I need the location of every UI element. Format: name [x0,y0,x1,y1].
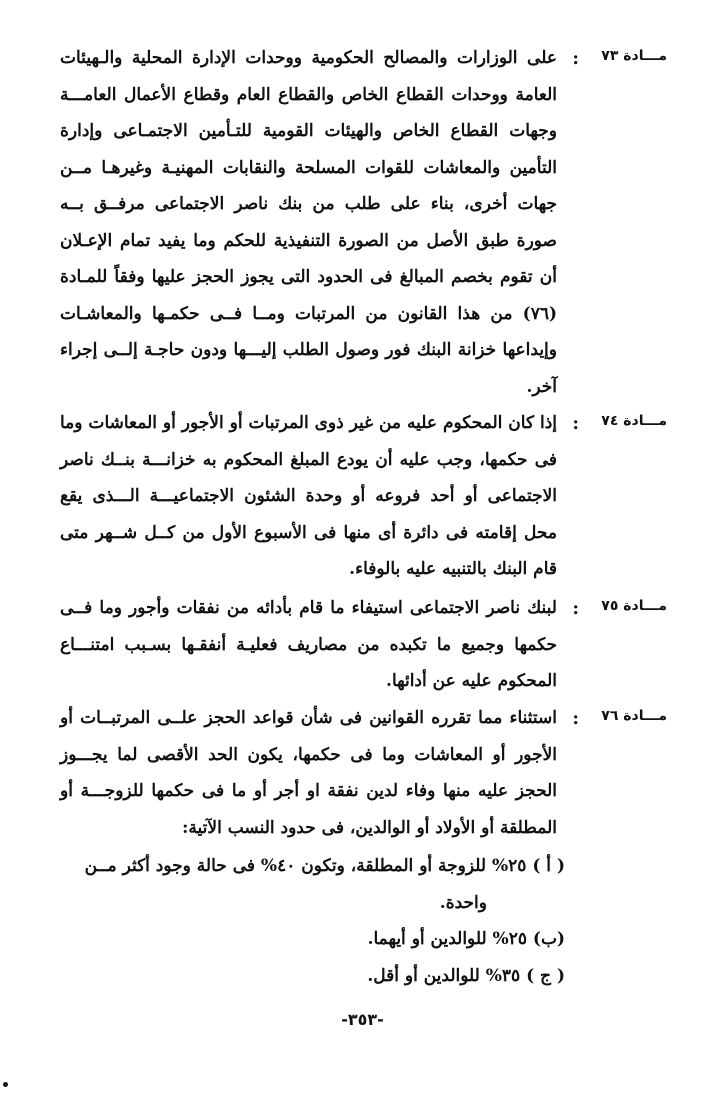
article-separator: : [572,598,579,619]
sub-item-text: ٢٥% للوالدين أو أيهما. [367,929,527,949]
article-text [60,40,557,405]
sub-item-text: ٣٥% للوالدين أو أقل. [367,966,521,986]
article-text [60,405,557,588]
sub-item-marker: ( ج ) [526,966,565,986]
article-paragraph: إذا كان المحكوم عليه من غير ذوى المرتبات أو الأجور أو المعاشات وما فى حكمها، وجب عليه أن يودع المبلغ المحكوم به خزانـــة بنــك ناصر الاجتماعى أو أحد فروعه أو وحدة الشئون الاجتماعيـــة الـــذى يقع محل إقامته فى دائرة أى منها فى الأسبوع الأول من كــل شــهر متى قام البنك بالتنبيه عليه بالوفاء. [60,413,557,579]
article-label: مـــادة ٧٥ [601,598,667,614]
article-separator: : [572,48,579,69]
scan-speck [3,1082,8,1087]
article-separator: : [572,413,579,434]
article-paragraph: لبنك ناصر الاجتماعى استيفاء ما قام بأدائه من نفقات وأجور وما فــى حكمها وجميع ما تكبده من مصاريف فعليـة أنفقـها بسـبب امتنـــاع المحكوم عليه عن أدائها. [60,598,557,691]
article-label: مـــادة ٧٣ [601,48,667,64]
sub-item-text: ٢٥% للزوجة أو المطلقة، وتكون ٤٠% فى حالة وجود أكثر مــن [84,856,527,876]
article-paragraph: استثناء مما تقرره القوانين فى شأن قواعد الحجز علــى المرتبــات أو الأجور أو المعاشات وما فى حكمها، يكون الحد الأقصى لما يجـــوز الحجز عليه منها وفاء لدين نفقة او أجر أو ما فى حكمها للزوجـــة أو المطلقة أو الأولاد أو الوالدين، فى حدود النسب الآتية: [60,708,557,838]
article-74 [60,405,667,588]
sub-item-marker: (ب) [532,929,565,949]
sub-item-marker: ( أ ) [532,856,565,876]
article-label: مـــادة ٧٤ [601,413,667,429]
article-text [60,700,557,846]
article-separator: : [572,708,579,729]
article-paragraph: على الوزارات والمصالح الحكومية ووحدات الإدارة المحلية والـهيئات العامة ووحدات القطاع الخاص والقطاع العام وقطاع الأعمال العامـــة وجهات القطاع الخاص والهيئات القومية للتـأمين الاجتمـاعى وإدارة التأمين والمعاشات للقوات المسلحة والنقابات المهنيـة وغيرهـا مــن جهات أخرى، بناء على طلب من بنك ناصر الاجتماعى مرفــق بــه صورة طبق الأصل من الصورة التنفيذية للحكم وما يفيد تمام الإعـلان أن تقوم بخصم المبالغ فى الحدود التى يجوز الحجز عليها وفقاً للمـادة (٧٦) من هذا القانون من المرتبات ومــا فــى حكمـها والمعاشـات وإيداعها خزانة البنك فور وصول الطلب إليـــها ودون حاجـة إلــى إجراء آخر. [60,48,557,397]
article-75 [60,590,667,700]
sub-item-b [368,921,565,958]
page-number: -٣٥٣- [341,1010,384,1029]
article-76 [60,700,667,846]
article-label: مـــادة ٧٦ [601,708,667,724]
sub-item-c [367,958,565,995]
article-text [60,590,557,700]
article-73 [60,40,667,405]
sub-item-a [60,848,565,921]
sub-item-continuation: واحدة. [439,892,487,913]
